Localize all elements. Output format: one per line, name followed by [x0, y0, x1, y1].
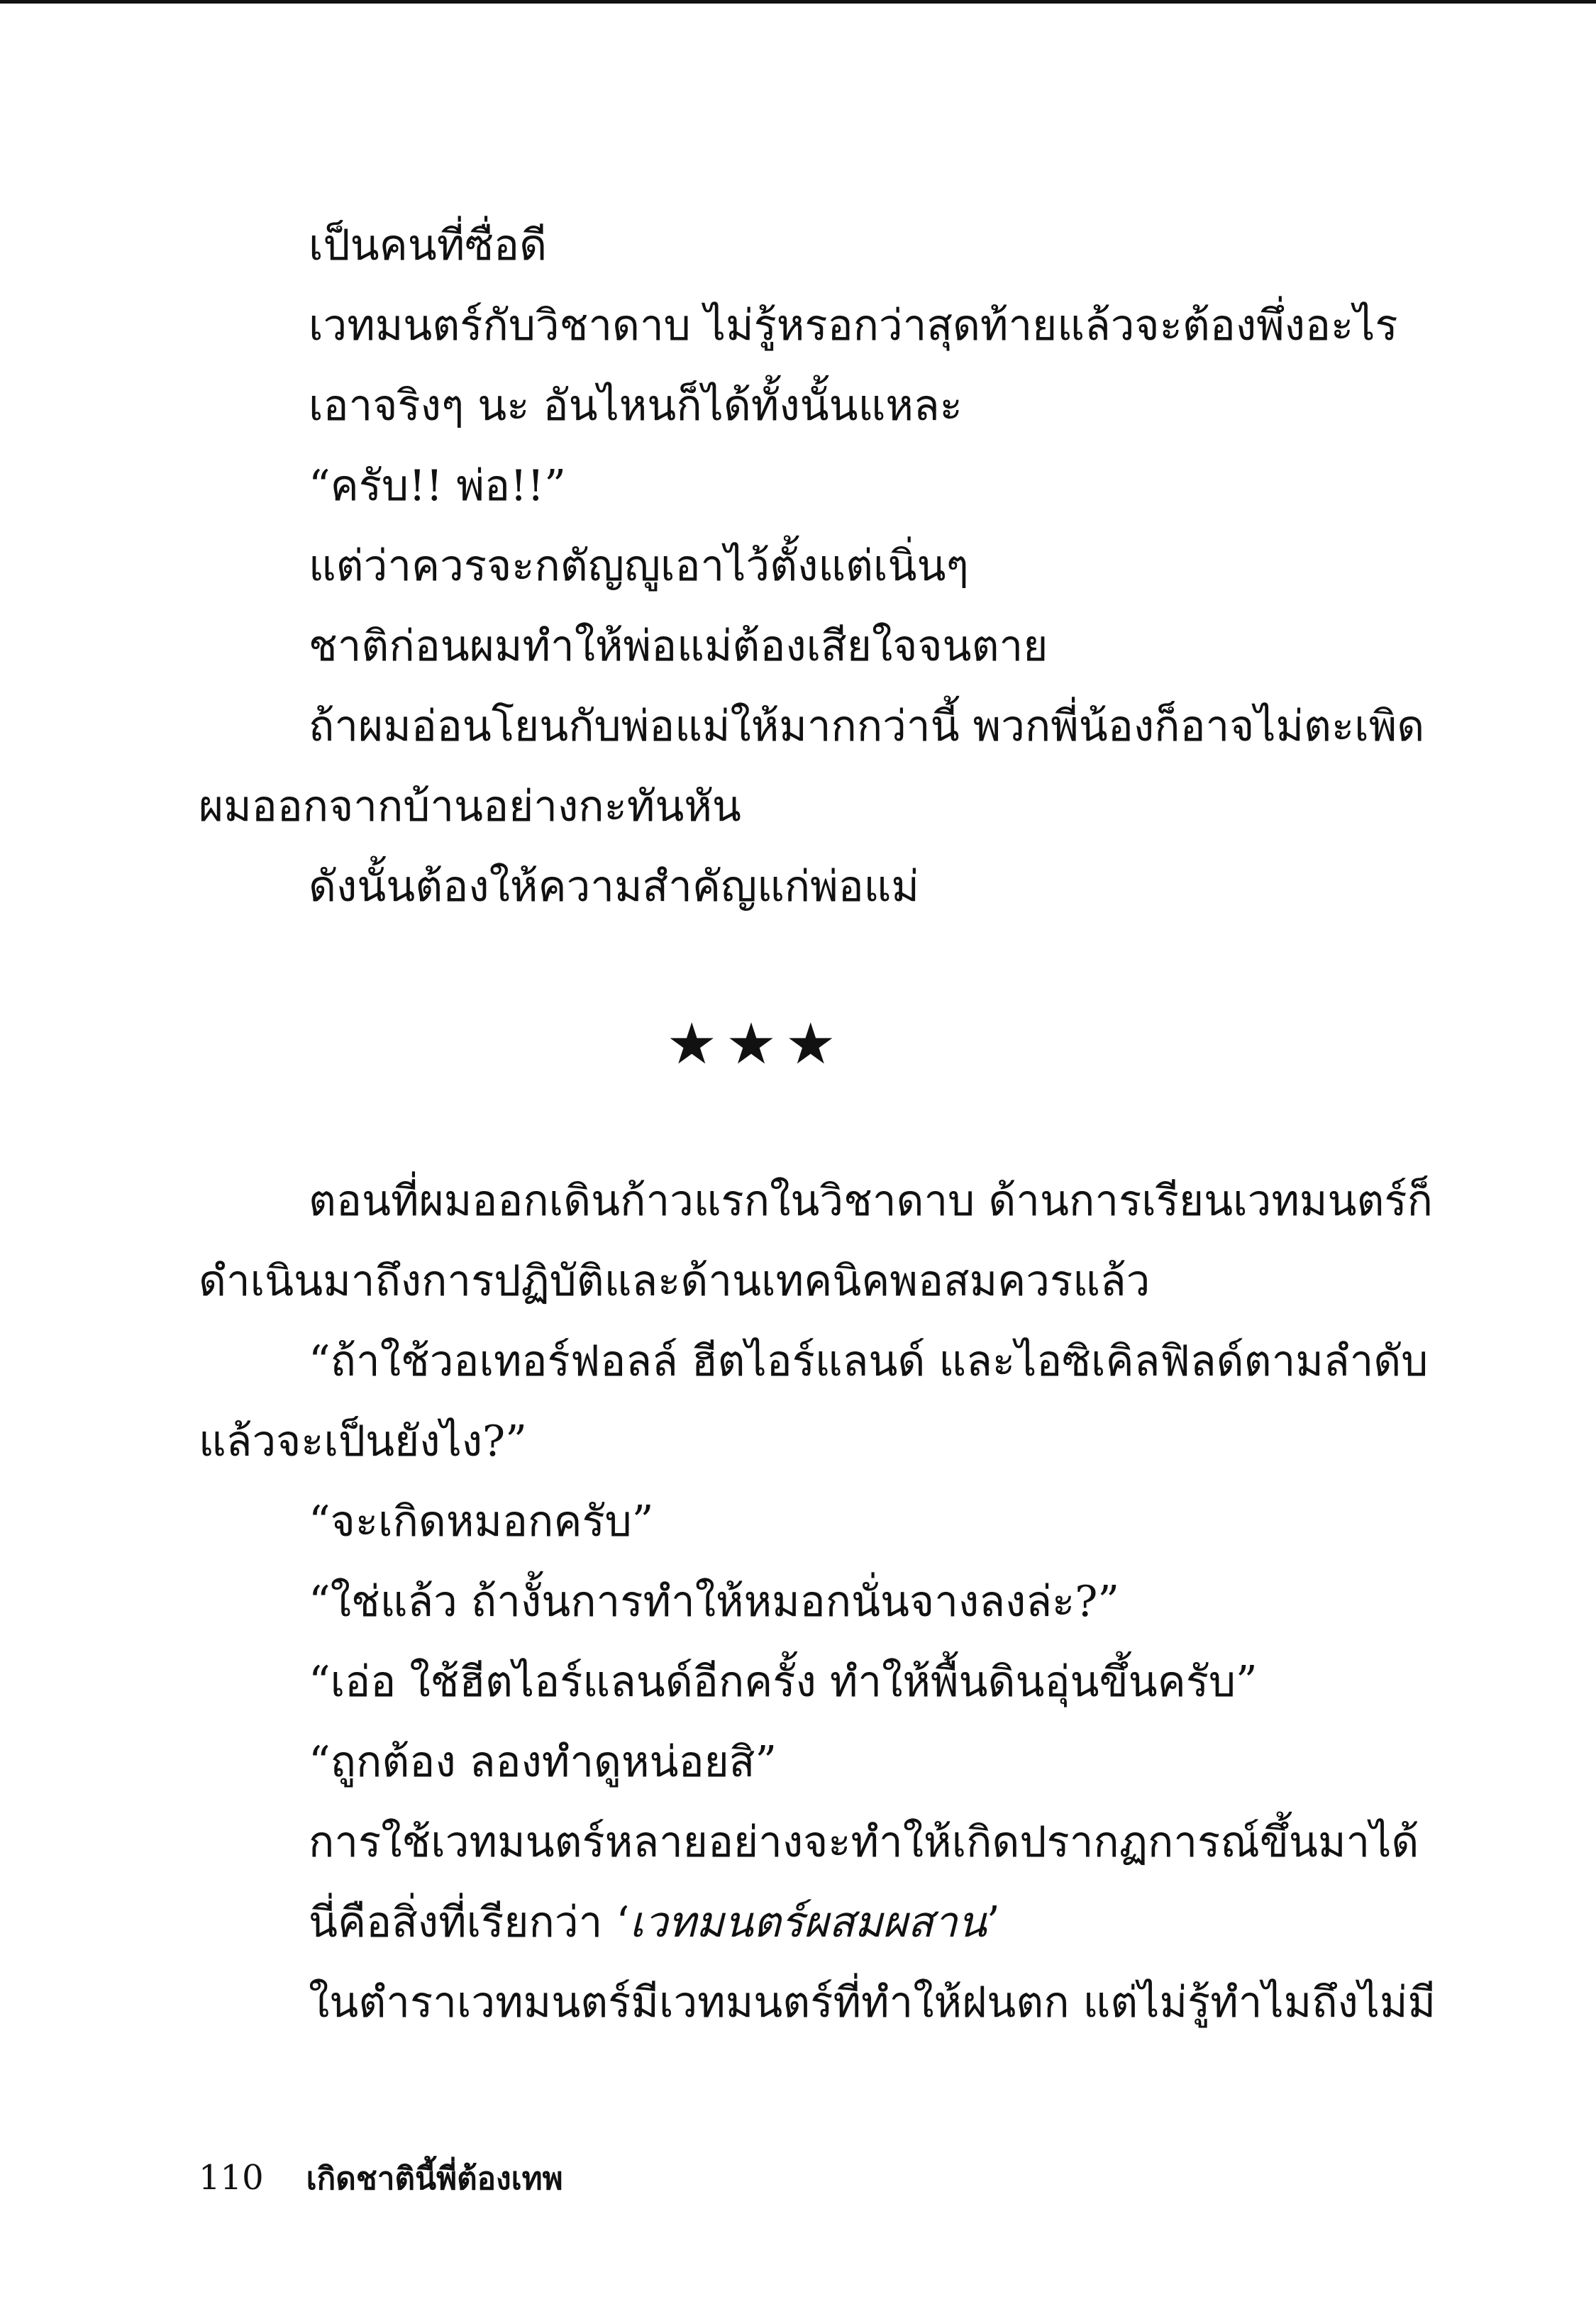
text-line: “เอ่อ ใช้ฮีตไอร์แลนด์อีกครั้ง ทำให้พื้นดินอุ่นขึ้นครับ”	[309, 1657, 1258, 1707]
section-break-stars: ★★★	[666, 1011, 845, 1077]
text-line: แล้วจะเป็นยังไง?”	[199, 1417, 527, 1466]
text-line: ถ้าผมอ่อนโยนกับพ่อแม่ให้มากกว่านี้ พวกพี่น้องก็อาจไม่ตะเพิด	[309, 702, 1425, 751]
term-suffix: ’	[986, 1898, 1000, 1947]
term-prefix: นี่คือสิ่งที่เรียกว่า ‘	[309, 1898, 630, 1947]
text-line: ดังนั้นต้องให้ความสำคัญแก่พ่อแม่	[309, 862, 919, 912]
page-number: 110	[199, 2158, 264, 2198]
text-line: “ใช่แล้ว ถ้างั้นการทำให้หมอกนั่นจางลงล่ะ?”	[309, 1577, 1120, 1627]
italic-term: เวทมนตร์ผสมผสาน	[629, 1898, 987, 1947]
top-border-rule	[0, 0, 1596, 4]
text-line: ดำเนินมาถึงการปฏิบัติและด้านเทคนิคพอสมควรแล้ว	[199, 1256, 1151, 1306]
text-line: ตอนที่ผมออกเดินก้าวแรกในวิชาดาบ ด้านการเรียนเวทมนตร์ก็	[309, 1176, 1433, 1226]
running-book-title: เกิดชาตินี้พี่ต้องเทพ	[306, 2161, 563, 2197]
text-line: ชาติก่อนผมทำให้พ่อแม่ต้องเสียใจจนตาย	[309, 621, 1048, 671]
page-body	[199, 206, 1436, 2043]
text-line: “จะเกิดหมอกครับ”	[309, 1497, 654, 1546]
paragraph-block-top	[199, 206, 1425, 927]
text-line: “ถูกต้อง ลองทำดูหน่อยสิ”	[309, 1737, 777, 1787]
text-line: แต่ว่าควรจะกตัญญูเอาไว้ตั้งแต่เนิ่นๆ	[309, 541, 969, 591]
text-line: ผมออกจากบ้านอย่างกะทันหัน	[199, 782, 741, 831]
text-line: ในตำราเวทมนตร์มีเวทมนตร์ที่ทำให้ฝนตก แต่ไม่รู้ทำไมถึงไม่มี	[309, 1978, 1436, 2027]
text-line: เอาจริงๆ นะ อันไหนก็ได้ทั้งนั้นแหละ	[309, 381, 963, 431]
text-line-with-term	[199, 1883, 1312, 1963]
text-line: เวทมนตร์กับวิชาดาบ ไม่รู้หรอกว่าสุดท้ายแล้วจะต้องพึ่งอะไร	[309, 301, 1398, 350]
text-line: “ครับ!! พ่อ!!”	[309, 461, 566, 511]
paragraph-block-bottom	[199, 1161, 1436, 2043]
text-line: “ถ้าใช้วอเทอร์ฟอลล์ ฮีตไอร์แลนด์ และไอซิเคิลฟิลด์ตามลำดับ	[309, 1336, 1429, 1386]
text-line: การใช้เวทมนตร์หลายอย่างจะทำให้เกิดปรากฏการณ์ขึ้นมาได้	[309, 1817, 1419, 1867]
text-line: เป็นคนที่ซื่อดี	[309, 221, 548, 270]
page-footer	[199, 2153, 563, 2204]
